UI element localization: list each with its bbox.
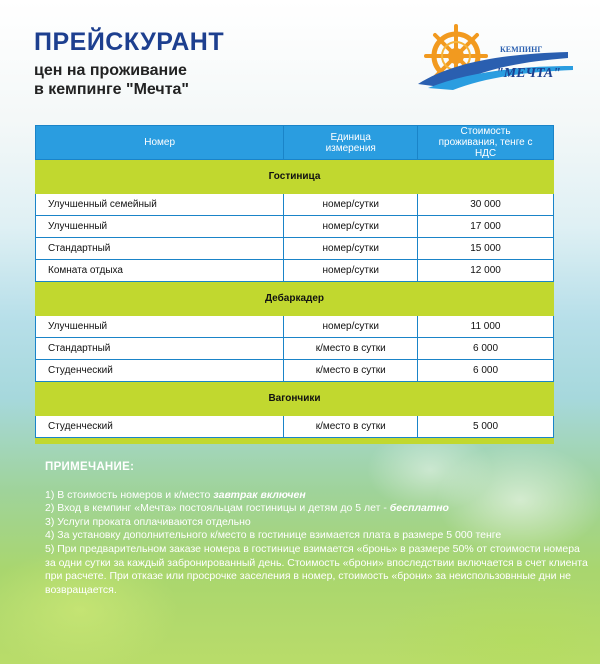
room-name: Студенческий bbox=[36, 416, 284, 438]
header-name: Номер bbox=[36, 126, 284, 160]
room-unit: номер/сутки bbox=[284, 194, 418, 216]
room-name: Улучшенный семейный bbox=[36, 194, 284, 216]
price-table bbox=[35, 125, 554, 444]
header-price-label: Стоимость проживания, тенге с НДС bbox=[438, 126, 533, 159]
room-unit: к/место в сутки bbox=[284, 416, 418, 438]
logo-main-text: "МЕЧТА" bbox=[496, 66, 561, 81]
logo-top-text: КЕМПИНГ bbox=[500, 45, 543, 54]
room-unit: номер/сутки bbox=[284, 238, 418, 260]
table-row bbox=[36, 338, 554, 360]
note-2-emphasis: бесплатно bbox=[389, 502, 449, 515]
table-row bbox=[36, 316, 554, 338]
section-row bbox=[36, 382, 554, 416]
camping-logo bbox=[408, 22, 578, 94]
table-footer-band bbox=[36, 438, 554, 444]
room-name: Стандартный bbox=[36, 338, 284, 360]
note-2 bbox=[45, 502, 590, 516]
table-row bbox=[36, 360, 554, 382]
room-name: Стандартный bbox=[36, 238, 284, 260]
section-row bbox=[36, 282, 554, 316]
section-title: Дебаркадер bbox=[36, 282, 554, 316]
note-4: 4) За установку дополнительного к/место в гостинице взимается плата в размере 5 000 тенге bbox=[45, 529, 502, 542]
room-price: 11 000 bbox=[418, 316, 554, 338]
table-header-row bbox=[36, 126, 554, 160]
table-row bbox=[36, 216, 554, 238]
room-price: 6 000 bbox=[418, 338, 554, 360]
header-unit-label: Единица измерения bbox=[325, 131, 376, 154]
room-name: Улучшенный bbox=[36, 316, 284, 338]
room-unit: к/место в сутки bbox=[284, 360, 418, 382]
page-title: ПРЕЙСКУРАНТ bbox=[34, 28, 225, 56]
note-2-text: 2) Вход в кемпинг «Мечта» постояльцам гостиницы и детям до 5 лет - bbox=[45, 502, 390, 515]
room-name: Комната отдыха bbox=[36, 260, 284, 282]
page-subtitle-line1: цен на проживание bbox=[34, 62, 187, 79]
section-title: Гостиница bbox=[36, 160, 554, 194]
notes-block bbox=[45, 461, 590, 597]
page-subtitle-line2: в кемпинге "Мечта" bbox=[34, 81, 190, 98]
section-row bbox=[36, 160, 554, 194]
room-unit: номер/сутки bbox=[284, 260, 418, 282]
note-5: 5) При предварительном заказе номера в гостинице взимается «бронь» в размере 50% от стоимости номера за одни сутки за каждый забронированный день. Стоимость «брони» впоследствии включается в счет клиента при расчете. При отказе или просрочке заселения в номер, стоимость «брони» за неиспользовнные дни не возвращается. bbox=[45, 542, 588, 596]
room-price: 17 000 bbox=[418, 216, 554, 238]
table-row bbox=[36, 238, 554, 260]
room-unit: номер/сутки bbox=[284, 316, 418, 338]
title-block bbox=[34, 28, 224, 99]
room-unit: к/место в сутки bbox=[284, 338, 418, 360]
note-1-text: 1) В стоимость номеров и к/место bbox=[45, 488, 214, 501]
table-row bbox=[36, 260, 554, 282]
table-footer-cell bbox=[36, 438, 554, 444]
note-3: 3) Услуги проката оплачиваются отдельно bbox=[45, 515, 251, 528]
camping-logo-graphic bbox=[408, 22, 578, 94]
room-price: 5 000 bbox=[418, 416, 554, 438]
note-1 bbox=[45, 489, 590, 503]
room-price: 12 000 bbox=[418, 260, 554, 282]
header-price bbox=[418, 126, 554, 160]
room-name: Студенческий bbox=[36, 360, 284, 382]
room-name: Улучшенный bbox=[36, 216, 284, 238]
header-unit bbox=[284, 126, 418, 160]
room-price: 30 000 bbox=[418, 194, 554, 216]
note-1-emphasis: завтрак включен bbox=[213, 488, 306, 501]
section-title: Вагончики bbox=[36, 382, 554, 416]
table-row bbox=[36, 416, 554, 438]
table-row bbox=[36, 194, 554, 216]
room-price: 15 000 bbox=[418, 238, 554, 260]
room-unit: номер/сутки bbox=[284, 216, 418, 238]
room-price: 6 000 bbox=[418, 360, 554, 382]
notes-title: ПРИМЕЧАНИЕ: bbox=[45, 461, 135, 473]
